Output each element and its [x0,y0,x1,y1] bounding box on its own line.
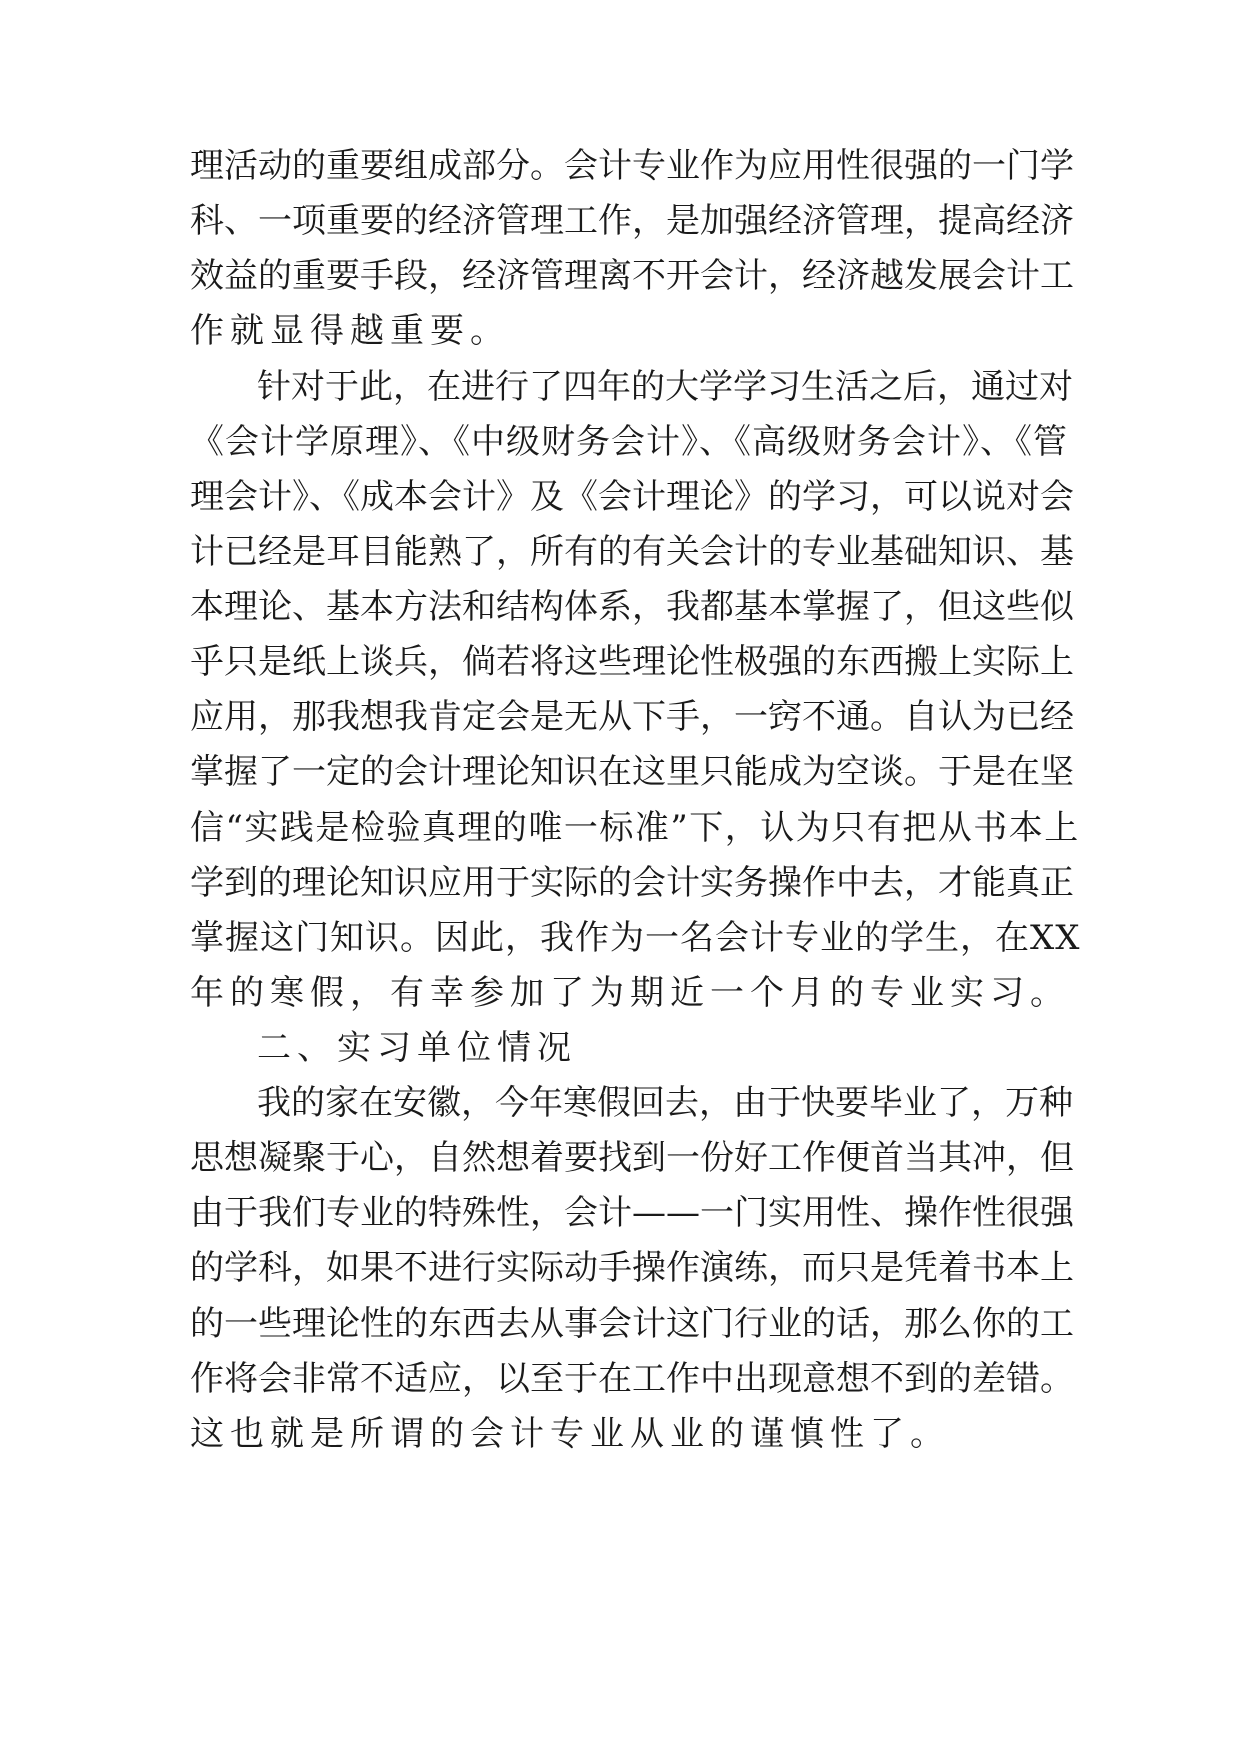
text-line: 的一些理论性的东西去从事会计这门行业的话，那么你的工 [190,1304,1074,1344]
paragraph-first-line: 我的家在安徽，今年寒假回去，由于快要毕业了，万种 [257,1083,1073,1123]
text-line: 《会计学原理》、《中级财务会计》、《高级财务会计》、《管 [190,422,1068,462]
paragraph-first-line: 针对于此，在进行了四年的大学学习生活之后，通过对 [257,367,1073,407]
text-line: 年的寒假，有幸参加了为期近一个月的专业实习。 [190,973,1070,1013]
text-line: 这也就是所谓的会计专业从业的谨慎性了。 [190,1414,950,1454]
section-heading: 二、实习单位情况 [257,1028,577,1068]
text-line: 思想凝聚于心，自然想着要找到一份好工作便首当其冲，但 [190,1138,1074,1178]
text-line: 的学科，如果不进行实际动手操作演练，而只是凭着书本上 [190,1248,1074,1288]
text-line: 作就显得越重要。 [190,311,510,351]
text-line: 效益的重要手段，经济管理离不开会计，经济越发展会计工 [190,256,1074,296]
text-line: 计已经是耳目能熟了，所有的有关会计的专业基础知识、基 [190,532,1074,572]
text-line: 本理论、基本方法和结构体系，我都基本掌握了，但这些似 [190,587,1074,627]
text-line: 应用，那我想我肯定会是无从下手，一窍不通。自认为已经 [190,697,1074,737]
text-line: 掌握这门知识。因此，我作为一名会计专业的学生，在XX [190,918,1081,958]
text-line: 乎只是纸上谈兵，倘若将这些理论性极强的东西搬上实际上 [190,642,1074,682]
text-line: 掌握了一定的会计理论知识在这里只能成为空谈。于是在坚 [190,752,1074,792]
text-line: 学到的理论知识应用于实际的会计实务操作中去，才能真正 [190,863,1074,903]
text-line: 科、一项重要的经济管理工作，是加强经济管理，提高经济 [190,201,1074,241]
text-line: 理会计》、《成本会计》及《会计理论》的学习，可以说对会 [190,477,1074,517]
text-line: 作将会非常不适应，以至于在工作中出现意想不到的差错。 [190,1359,1074,1399]
text-line: 由于我们专业的特殊性，会计——一门实用性、操作性很强 [190,1193,1074,1233]
text-line: 理活动的重要组成部分。会计专业作为应用性很强的一门学 [190,146,1074,186]
text-line: 信“实践是检验真理的唯一标准”下，认为只有把从书本上 [190,808,1080,848]
